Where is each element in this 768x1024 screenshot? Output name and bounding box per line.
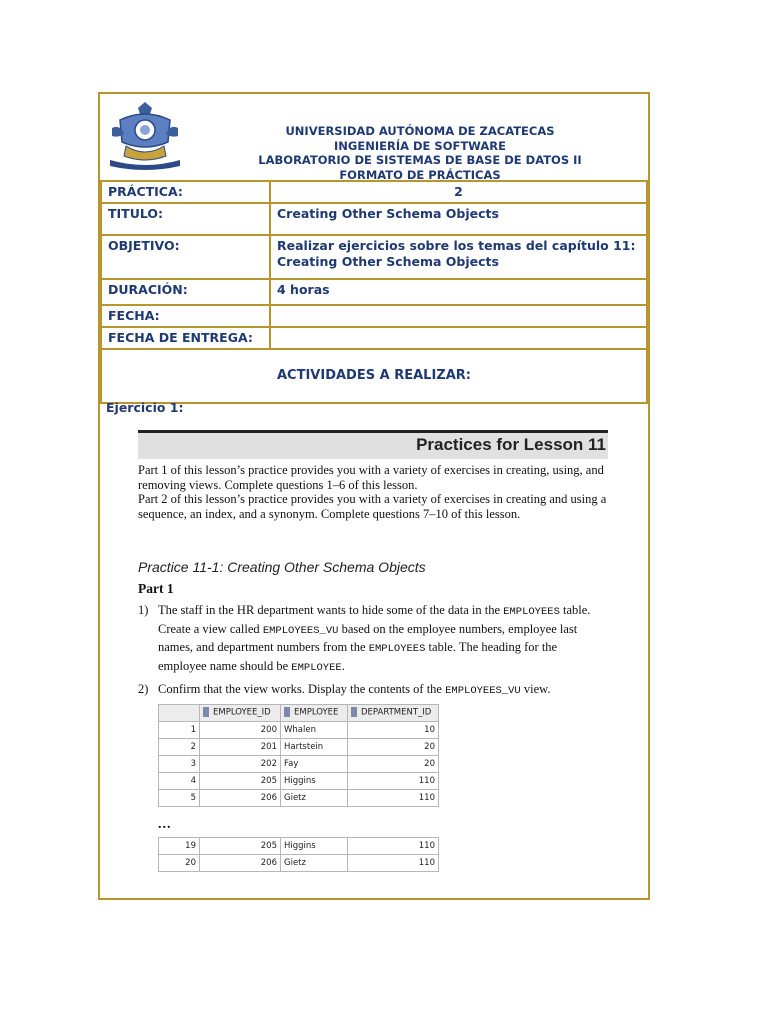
result-grid-bottom — [158, 837, 439, 872]
employee-name: Higgins — [281, 837, 348, 854]
question-text — [158, 602, 608, 676]
intro-part2: Part 2 of this lesson’s practice provides you with a variety of exercises in creating and using a sequence, an index, and a synonym. Complete questions 7–10 of this lesson. — [138, 492, 607, 521]
department-id: 20 — [348, 755, 439, 772]
objetivo-value: Realizar ejercicios sobre los temas del capítulo 11: Creating Other Schema Objects — [270, 235, 647, 279]
practice-title: Practice 11-1: Creating Other Schema Objects — [138, 559, 426, 575]
practica-label: PRÁCTICA: — [101, 181, 270, 203]
employee-id: 205 — [200, 772, 281, 789]
employee-id: 201 — [200, 738, 281, 755]
intro-part1: Part 1 of this lesson’s practice provides you with a variety of exercises in creating, using, and removing views. Complete questions 1–6 of this lesson. — [138, 463, 604, 492]
employee-id: 206 — [200, 789, 281, 806]
table-row — [159, 854, 439, 871]
titulo-label: TITULO: — [101, 203, 270, 235]
lab-name: LABORATORIO DE SISTEMAS DE BASE DE DATOS II — [258, 153, 582, 167]
row-number: 20 — [159, 854, 200, 871]
employee-id: 206 — [200, 854, 281, 871]
row-number: 5 — [159, 789, 200, 806]
row-number: 3 — [159, 755, 200, 772]
employee-id: 202 — [200, 755, 281, 772]
column-label: EMPLOYEE_ID — [213, 707, 271, 718]
lesson-title: Practices for Lesson 11 — [416, 435, 606, 454]
practice-form — [98, 92, 650, 900]
code: EMPLOYEES_VU — [262, 624, 339, 637]
text: . — [341, 658, 345, 673]
code: EMPLOYEES — [368, 643, 426, 655]
code: EMPLOYEE — [291, 661, 342, 674]
actividades-heading: ACTIVIDADES A REALIZAR: — [101, 349, 647, 403]
row-number-header — [159, 704, 200, 721]
employee-name: Hartstein — [281, 738, 348, 755]
employee-id: 200 — [200, 721, 281, 738]
department-id: 10 — [348, 721, 439, 738]
column-sort-icon — [284, 707, 290, 717]
info-table — [100, 180, 648, 404]
question-2 — [138, 681, 608, 700]
table-row — [159, 721, 439, 738]
employee-id: 205 — [200, 837, 281, 854]
duracion-value: 4 horas — [270, 279, 647, 305]
lesson-banner — [138, 430, 608, 459]
ellipsis: ... — [158, 816, 172, 832]
program-name: INGENIERÍA DE SOFTWARE — [334, 138, 506, 153]
header-text — [220, 124, 620, 182]
question-number: 2) — [138, 682, 149, 696]
employee-name: Gietz — [281, 854, 348, 871]
text: view. — [520, 682, 551, 696]
column-label: DEPARTMENT_ID — [361, 707, 432, 718]
question-text — [158, 681, 550, 700]
entrega-label: FECHA DE ENTREGA: — [101, 327, 270, 349]
employee-name: Gietz — [281, 789, 348, 806]
header — [100, 94, 648, 180]
result-grid-top — [158, 704, 439, 807]
titulo-value: Creating Other Schema Objects — [270, 203, 647, 235]
code: EMPLOYEES_VU — [445, 685, 521, 697]
text: table. The heading for the employee name should be — [158, 640, 558, 673]
department-id: 110 — [348, 854, 439, 871]
question-1 — [138, 602, 608, 676]
objetivo-label: OBJETIVO: — [101, 235, 270, 279]
text: table. Create a view called — [158, 603, 591, 636]
format-name: FORMATO DE PRÁCTICAS — [339, 167, 501, 182]
row-number: 2 — [159, 738, 200, 755]
question-number: 1) — [138, 603, 149, 617]
practice-content — [138, 430, 608, 872]
table-row — [159, 789, 439, 806]
entrega-value — [270, 327, 647, 349]
row-number: 19 — [159, 837, 200, 854]
department-id: 110 — [348, 789, 439, 806]
table-row — [159, 738, 439, 755]
text: The staff in the HR department wants to hide some of the data in the — [158, 603, 504, 617]
column-header — [200, 704, 281, 721]
code: EMPLOYEES — [503, 606, 560, 618]
column-sort-icon — [351, 707, 357, 717]
text: based on the employee numbers, employee last names, and department numbers from the — [158, 621, 578, 654]
column-sort-icon — [203, 707, 209, 717]
department-id: 20 — [348, 738, 439, 755]
column-header — [281, 704, 348, 721]
employee-name: Higgins — [281, 772, 348, 789]
university-seal-icon — [106, 98, 184, 174]
text: Confirm that the view works. Display the contents of the — [158, 682, 446, 696]
duracion-label: DURACIÓN: — [101, 279, 270, 305]
university-name: UNIVERSIDAD AUTÓNOMA DE ZACATECAS — [285, 124, 555, 138]
fecha-label: FECHA: — [101, 305, 270, 327]
employee-name: Whalen — [281, 721, 348, 738]
employee-name: Fay — [281, 755, 348, 772]
column-label: EMPLOYEE — [294, 707, 339, 718]
part-heading: Part 1 — [138, 581, 174, 596]
row-number: 1 — [159, 721, 200, 738]
table-row — [159, 837, 439, 854]
fecha-value — [270, 305, 647, 327]
row-number: 4 — [159, 772, 200, 789]
column-header — [348, 704, 439, 721]
table-row — [159, 772, 439, 789]
department-id: 110 — [348, 772, 439, 789]
practica-value: 2 — [270, 181, 647, 203]
exercise-label: Ejercicio 1: — [106, 400, 184, 415]
department-id: 110 — [348, 837, 439, 854]
table-row — [159, 755, 439, 772]
